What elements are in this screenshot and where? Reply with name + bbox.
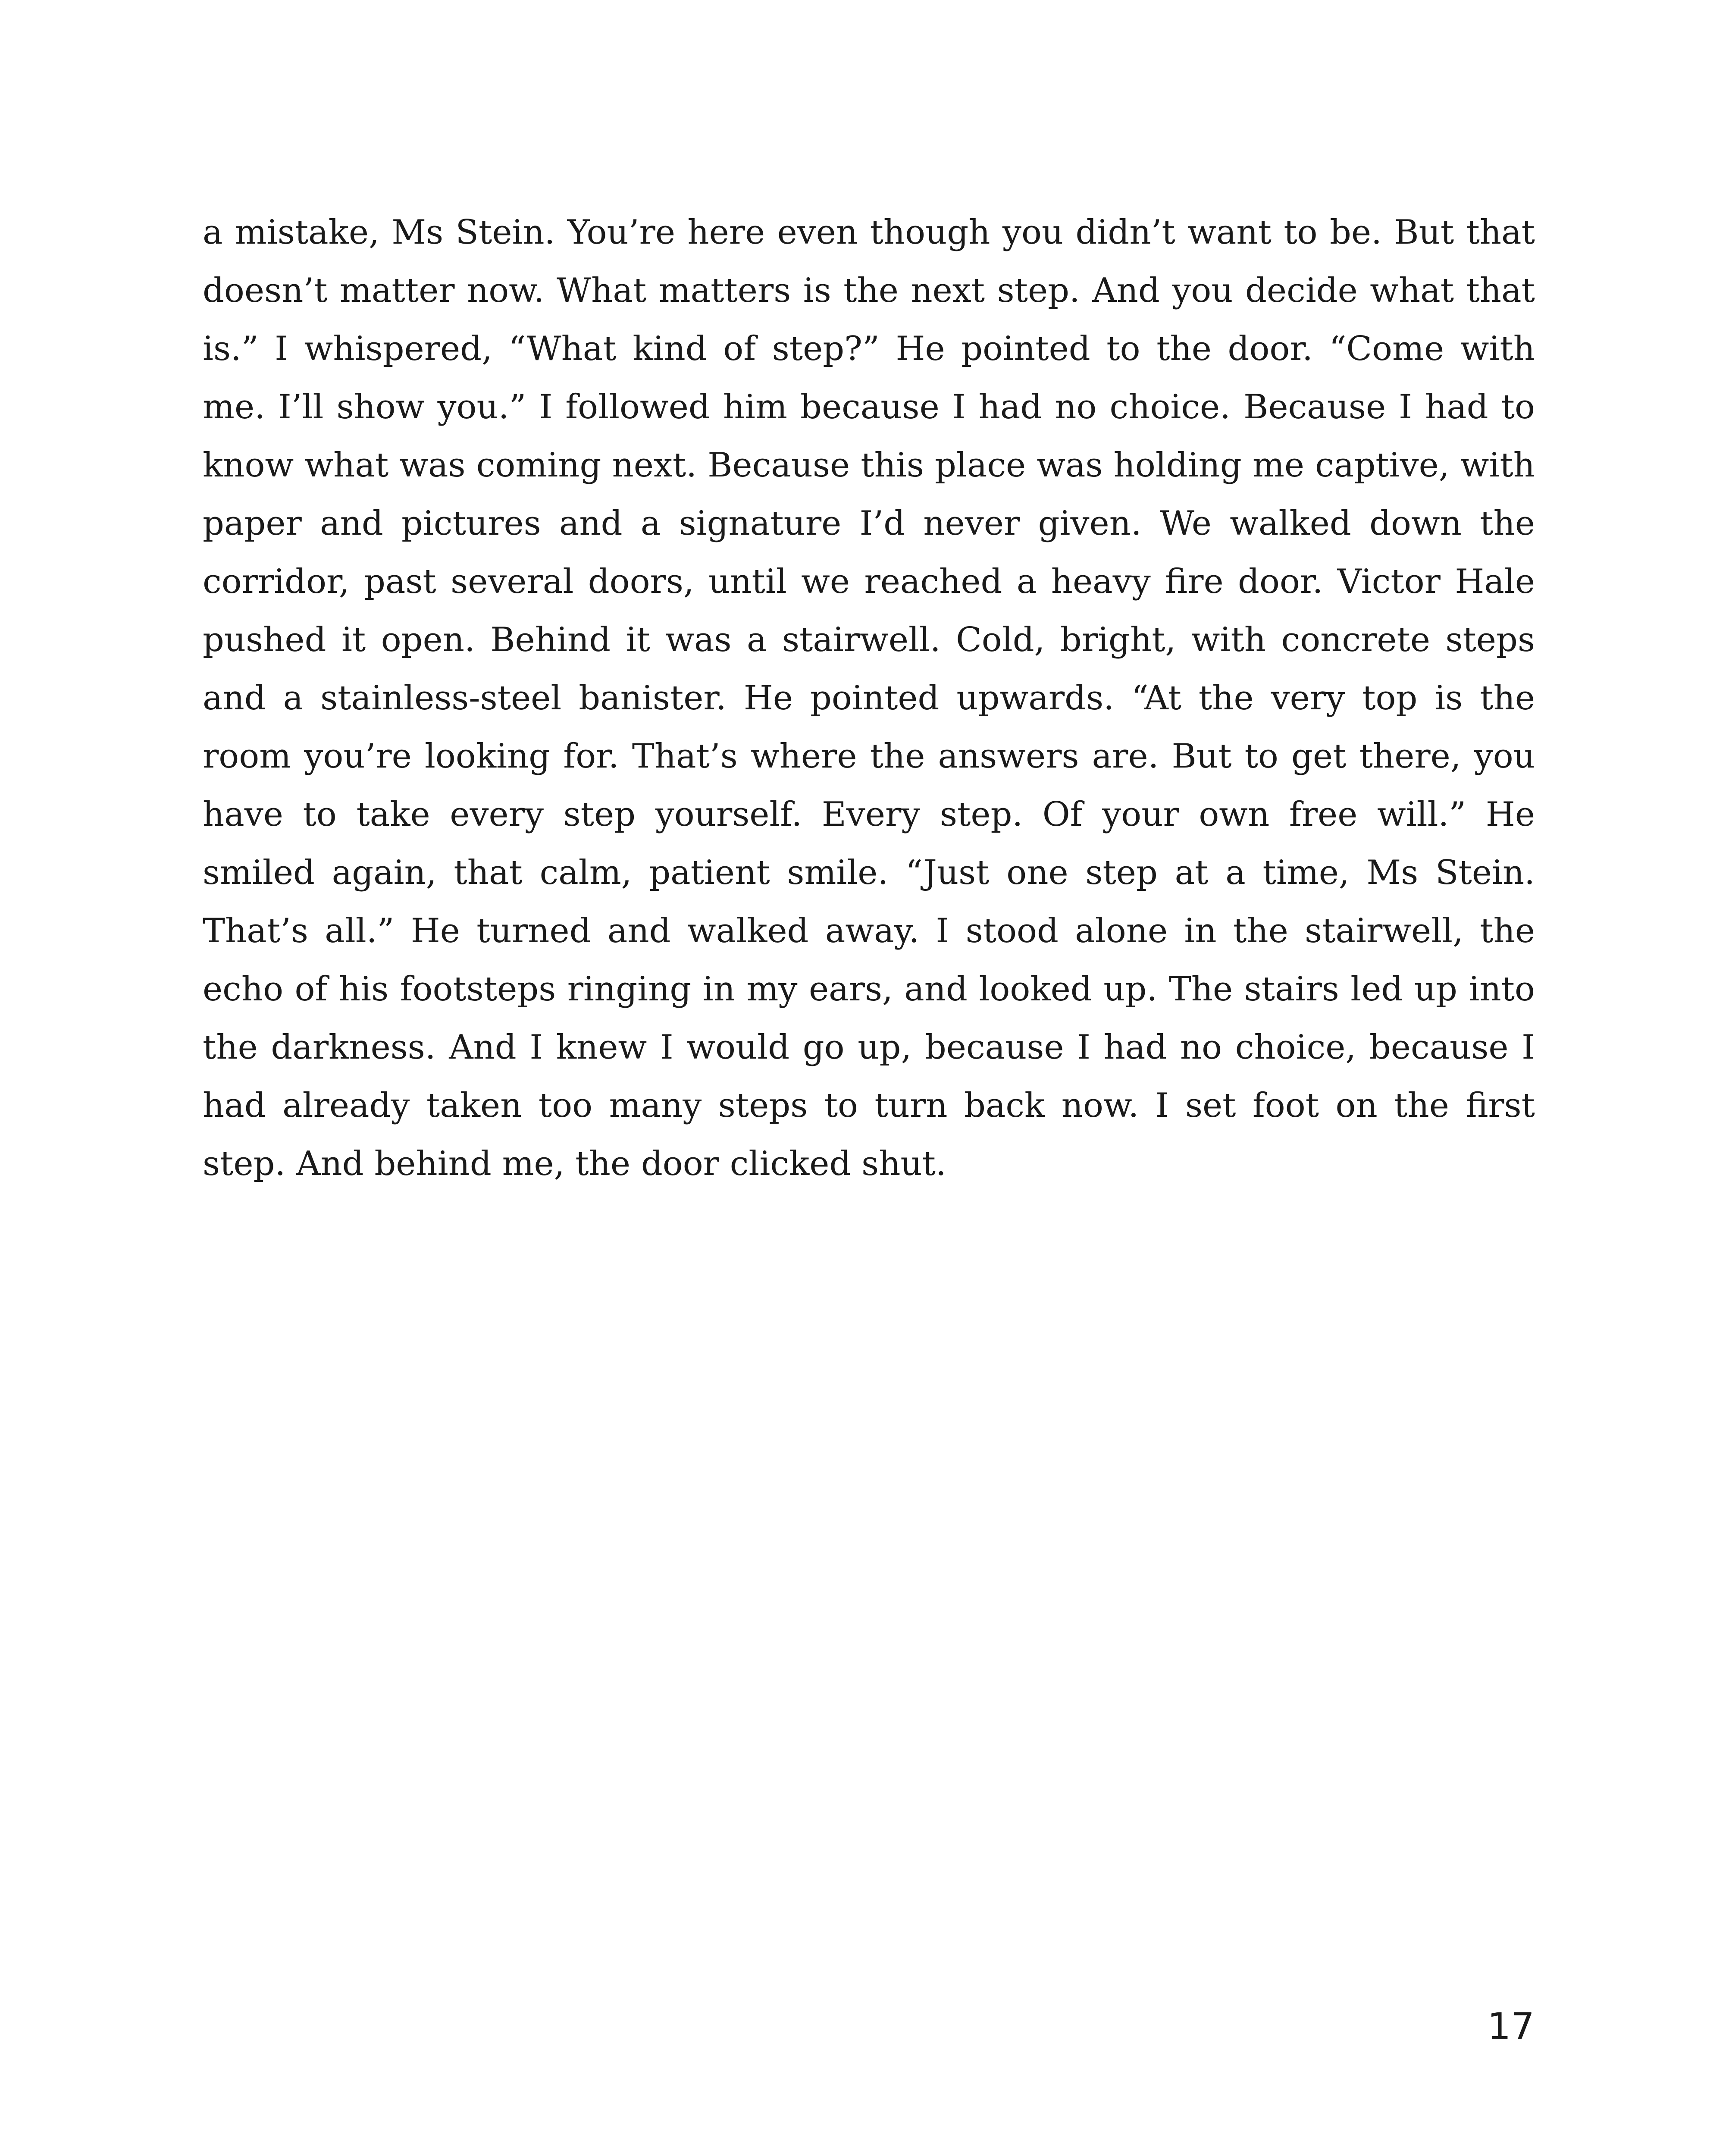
- body-paragraph: a mistake, Ms Stein. You’re here even though you didn’t want to be. But that doesn’t matter now. What matters is the next step. And you decide what that is.” I whispered, “What kind of step?” He pointed to the door. “Come with me. I’ll show you.” I followed him because I had no choice. Because I had to know what was coming next. Because this place was holding me captive, with paper and pictures and a signature I’d never given. We walked down the corridor, past several doors, until we reached a heavy fire door. Victor Hale pushed it open. Behind it was a stairwell. Cold, bright, with concrete steps and a stainless-steel banister. He pointed upwards. “At the very top is the room you’re looking for. That’s where the answers are. But to get there, you have to take every step yourself. Every step. Of your own free will.” He smiled again, that calm, patient smile. “Just one step at a time, Ms Stein. That’s all.” He turned and walked away. I stood alone in the stairwell, the echo of his footsteps ringing in my ears, and looked up. The stairs led up into the darkness. And I knew I would go up, because I had no choice, because I had already taken too many steps to turn back now. I set foot on the first step. And behind me, the door clicked shut.: [203, 213, 1535, 1183]
- page-number: 17: [1487, 2005, 1535, 2048]
